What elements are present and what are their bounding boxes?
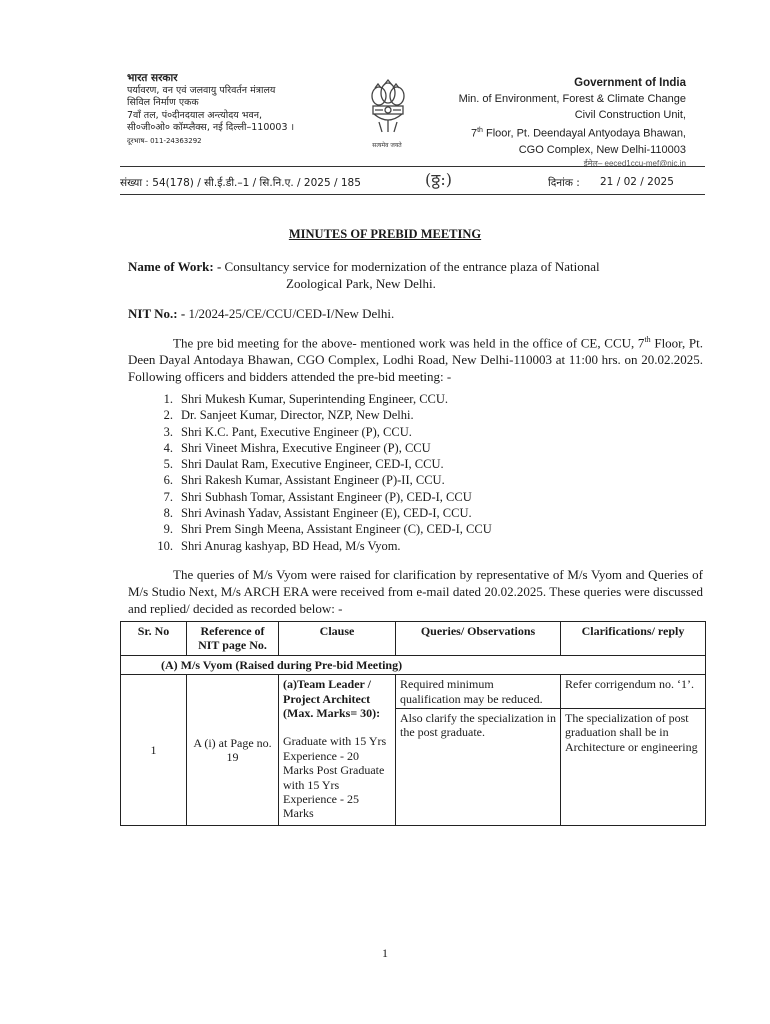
- col-header-sr-no: Sr. No: [121, 622, 187, 656]
- hindi-floor: 7वाँ तल, पं०दीनदयाल अन्त्योदय भवन,: [127, 109, 263, 121]
- name-of-work-text-1: Consultancy service for modernization of the entrance plaza of National: [224, 259, 600, 274]
- hindi-complex: सी०जी०ओ० कॉम्प्लैक्स, नई दिल्ली–110003 ।: [127, 122, 295, 133]
- reference-line: [120, 170, 705, 194]
- list-item: 7. Shri Subhash Tomar, Assistant Engineer (P), CED-I, CCU: [163, 489, 472, 504]
- name-of-work-label: Name of Work: -: [128, 259, 222, 274]
- list-item: 4. Shri Vineet Mishra, Executive Engineer (P), CCU: [163, 440, 431, 455]
- col-header-queries: Queries/ Observations: [396, 622, 561, 656]
- date-label: दिनांक :: [548, 177, 580, 189]
- hindi-org-title: भारत सरकार: [127, 72, 178, 84]
- cell-sr-no: 1: [121, 675, 187, 826]
- nit-value: 1/2024-25/CE/CCU/CED-I/New Delhi.: [188, 306, 395, 321]
- table-header-row: [121, 622, 706, 656]
- page-number: 1: [382, 946, 388, 960]
- list-item: 5. Shri Daulat Ram, Executive Engineer, CED-I, CCU.: [163, 457, 444, 472]
- clause-detail: Graduate with 15 Yrs Experience - 20 Marks Post Graduate with 15 Yrs Experience - 25 Marks: [283, 734, 387, 821]
- english-ministry: Min. of Environment, Forest & Climate Change: [458, 93, 686, 105]
- queries-intro-paragraph: The queries of M/s Vyom were raised for clarification by representative of M/s Vyom and Queries of M/s Studio Next, M/s ARCH ERA were received from e-mail dated 20.02.2025. These queries were discussed and replied/ decided as recorded below: -: [128, 567, 703, 616]
- list-item: 1. Shri Mukesh Kumar, Superintending Engineer, CCU.: [163, 392, 449, 406]
- reference-divider: [120, 194, 705, 195]
- col-header-reference: Reference of NIT page No.: [187, 622, 279, 656]
- document-title: MINUTES OF PREBID MEETING: [288, 227, 482, 241]
- list-item: 8. Shri Avinash Yadav, Assistant Engineer (E), CED-I, CCU.: [163, 506, 472, 521]
- list-item: 6. Shri Rakesh Kumar, Assistant Engineer (P)-II, CCU.: [163, 473, 445, 488]
- emblem-caption: सत्यमेव जयते: [372, 142, 402, 149]
- cell-reply-1: Refer corrigendum no. ‘1’.: [561, 675, 706, 709]
- list-item: 3. Shri K.C. Pant, Executive Engineer (P), CCU.: [163, 424, 412, 439]
- english-unit: Civil Construction Unit,: [574, 109, 686, 121]
- reference-number: संख्या : 54(178) / सी.ई.डी.–1 / सि.नि.ए. / 2025 / 185: [120, 177, 361, 189]
- email-address: ईमेल– eeced1ccu-mef@nic.in: [583, 158, 686, 168]
- nit-label: NIT No.: -: [128, 306, 186, 321]
- col-header-clarifications: Clarifications/ reply: [561, 622, 706, 656]
- name-of-work-text-2: Zoological Park, New Delhi.: [286, 276, 436, 291]
- list-item: 10. Shri Anurag kashyap, BD Head, M/s Vyom.: [157, 538, 401, 553]
- hindi-phone: दूरभाष– 011-24363292: [127, 136, 202, 145]
- nit-number: [128, 305, 708, 322]
- table-section-row: [121, 655, 706, 674]
- queries-table: [120, 621, 706, 826]
- list-item: 9. Shri Prem Singh Meena, Assistant Engineer (C), CED-I, CCU: [163, 522, 492, 537]
- hindi-ministry: पर्यावरण, वन एवं जलवायु परिवर्तन मंत्रालय: [127, 84, 276, 96]
- english-address-block: [396, 75, 686, 170]
- attendee-list: [128, 391, 688, 554]
- col-header-clause: Clause: [279, 622, 396, 656]
- intro-paragraph: The pre bid meeting for the above- mentioned work was held in the office of CE, CCU, 7th Floor, Pt. Deen Dayal Antodaya Bhawan, CGO Complex, Lodhi Road, New Delhi-110003 at 11:00 hrs. on 20.02.2025. Following officers and bidders attended the pre-bid meeting: -: [128, 335, 703, 385]
- cell-query-2: Also clarify the specialization in the post graduate.: [396, 709, 561, 826]
- hindi-address-block: [127, 72, 377, 147]
- date-value: 21 / 02 / 2025: [600, 176, 674, 188]
- cell-reference: A (i) at Page no. 19: [187, 675, 279, 826]
- list-item: 2. Dr. Sanjeet Kumar, Director, NZP, New Delhi.: [163, 408, 414, 423]
- cell-reply-2: The specialization of post graduation shall be in Architecture or engineering: [561, 709, 706, 826]
- section-a-heading: (A) M/s Vyom (Raised during Pre-bid Meeting): [121, 655, 706, 674]
- clause-heading: (a)Team Leader / Project Architect (Max. Marks= 30):: [283, 677, 381, 721]
- hindi-unit: सिविल निर्माण एकक: [127, 97, 199, 108]
- header-divider: [120, 166, 705, 167]
- english-complex: CGO Complex, New Delhi-110003: [518, 143, 686, 156]
- table-row: [121, 675, 706, 709]
- name-of-work: [128, 258, 708, 292]
- english-floor: 7th Floor, Pt. Deendayal Antyodaya Bhawan,: [470, 127, 686, 140]
- handwritten-mark: (ठ्ठ:): [425, 170, 453, 189]
- english-gov-title: Government of India: [574, 77, 686, 89]
- cell-query-1: Required minimum qualification may be reduced.: [396, 675, 561, 709]
- cell-clause: [279, 675, 396, 826]
